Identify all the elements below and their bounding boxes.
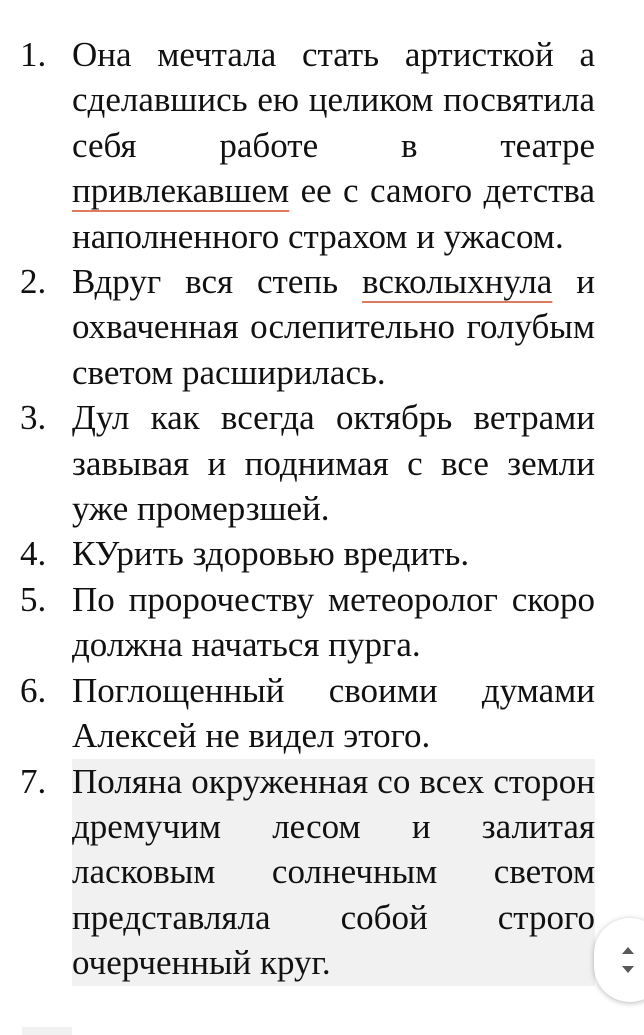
list-item (0, 395, 644, 531)
item-number: 7. (20, 761, 47, 801)
item-text: По пророчеству метеоролог скоро должна начаться пурга. (72, 579, 595, 665)
item-text: Поляна окруженная со всех сторон дремучим лесом и залитая ласковым солнечным светом представляла собой строго очерченный круг. (72, 759, 595, 986)
item-text: Дул как всегда октябрь ветрами завывая и поднимая с все земли уже промерзшей. (72, 398, 595, 529)
item-text: КУрить здоровью вредить. (72, 534, 470, 574)
list-item (0, 32, 644, 259)
item-text (72, 259, 595, 395)
item-number: 3. (20, 398, 47, 438)
spellcheck-underlined-word[interactable]: привлекавшем (72, 171, 290, 211)
item-text-part: Вдруг вся степь (72, 262, 363, 302)
item-text-part: и охваченная ослепительно голубым светом расширилась. (72, 262, 596, 392)
item-number: 2. (20, 262, 47, 302)
item-number: 5. (20, 579, 47, 619)
scroll-button[interactable] (594, 918, 644, 1002)
item-text-part: ее с самого детства наполненного страхом и ужасом. (72, 171, 595, 256)
list-item (0, 259, 644, 395)
item-text: Поглощенный своими думами Алексей не видел этого. (72, 670, 595, 756)
up-down-chevron-icon (620, 943, 636, 977)
list-item (0, 668, 644, 759)
list-item (0, 531, 644, 576)
item-text (72, 32, 595, 259)
sentence-list (0, 32, 644, 986)
item-number: 1. (20, 35, 47, 74)
item-number: 4. (20, 534, 47, 574)
highlight-strip (22, 1027, 72, 1035)
item-text-part: Она мечтала стать артисткой а сделавшись ею целиком посвятила себя работе в театре (72, 35, 595, 165)
item-number: 6. (20, 670, 47, 710)
list-item-highlighted (0, 759, 644, 986)
list-item (0, 577, 644, 668)
spellcheck-underlined-word[interactable]: всколыхнула (362, 262, 553, 302)
